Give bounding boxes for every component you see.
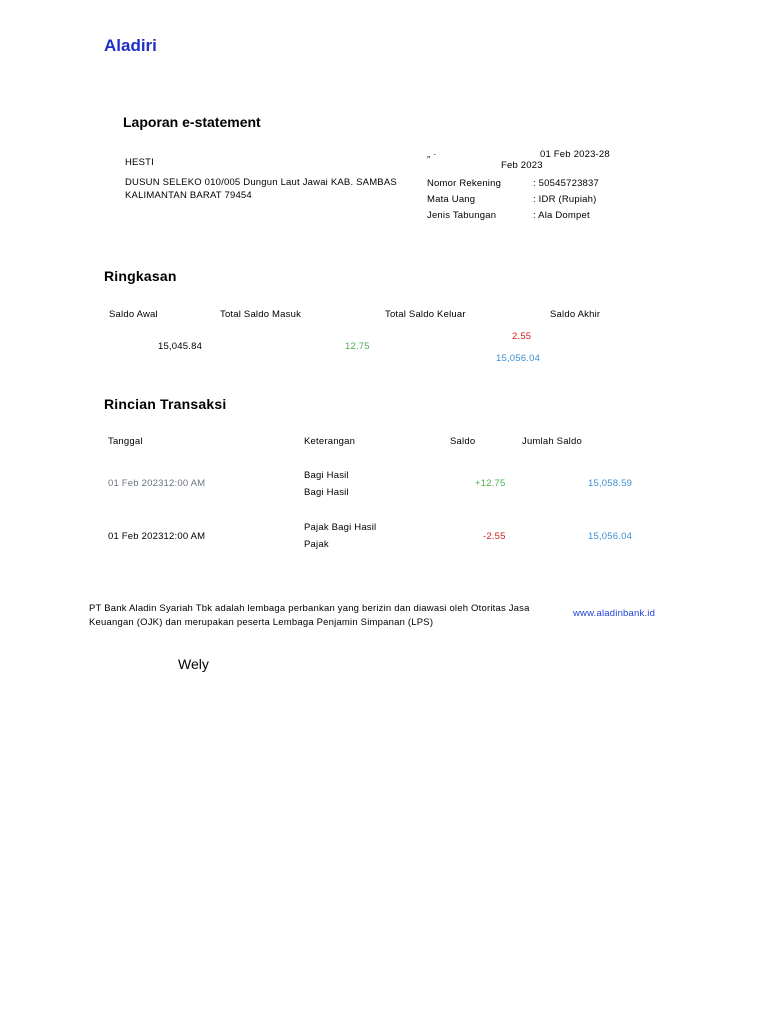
tx-row2-desc1: Pajak Bagi Hasil — [304, 522, 377, 533]
transactions-title: Rincian Transaksi — [104, 396, 227, 412]
tx-row2-amount: -2.55 — [483, 531, 506, 542]
footer-disclaimer-line2: Keuangan (OJK) dan merupakan peserta Lembaga Penjamin Simpanan (LPS) — [89, 617, 434, 628]
summary-total-out: 2.55 — [512, 331, 532, 342]
summary-total-in: 12.75 — [345, 341, 370, 352]
summary-closing-balance: 15,056.04 — [496, 353, 541, 364]
tx-row2-balance: 15,056.04 — [588, 531, 633, 542]
summary-header-closing: Saldo Akhir — [550, 309, 601, 320]
tx-row2-date: 01 Feb 202312:00 AM — [108, 531, 206, 542]
tx-header-date: Tanggal — [108, 436, 143, 447]
tx-row1-amount: +12.75 — [475, 478, 506, 489]
signature-text: Wely — [178, 656, 209, 672]
tx-row1-balance: 15,058.59 — [588, 478, 633, 489]
report-title: Laporan e-statement — [123, 114, 261, 130]
period-marker: „ · — [427, 149, 437, 160]
tx-row2-desc2: Pajak — [304, 539, 329, 550]
summary-header-out: Total Saldo Keluar — [385, 309, 466, 320]
customer-address-line2: KALIMANTAN BARAT 79454 — [125, 190, 252, 201]
website-link[interactable]: www.aladinbank.id — [573, 608, 656, 619]
tx-row1-desc1: Bagi Hasil — [304, 470, 349, 481]
footer-disclaimer-line1: PT Bank Aladin Syariah Tbk adalah lembaga perbankan yang berizin dan diawasi oleh Otoritas Jasa — [89, 603, 530, 614]
currency-value: : IDR (Rupiah) — [533, 194, 597, 205]
account-number-value: : 50545723837 — [533, 178, 599, 189]
customer-name: HESTI — [125, 157, 154, 168]
tx-row1-date: 01 Feb 202312:00 AM — [108, 478, 206, 489]
period-line1: 01 Feb 2023-28 — [540, 149, 610, 160]
tx-header-desc: Keterangan — [304, 436, 356, 447]
summary-title: Ringkasan — [104, 268, 177, 284]
tx-row1-desc2: Bagi Hasil — [304, 487, 349, 498]
tx-header-amount: Saldo — [450, 436, 476, 447]
summary-header-in: Total Saldo Masuk — [220, 309, 302, 320]
summary-header-opening: Saldo Awal — [109, 309, 158, 320]
brand-logo: Aladiri — [104, 36, 157, 55]
tx-header-balance: Jumlah Saldo — [522, 436, 582, 447]
customer-address-line1: DUSUN SELEKO 010/005 Dungun Laut Jawai KAB. SAMBAS — [125, 177, 397, 188]
account-type-value: : Ala Dompet — [533, 210, 590, 221]
currency-label: Mata Uang — [427, 194, 476, 205]
period-line2: Feb 2023 — [501, 160, 543, 171]
account-number-label: Nomor Rekening — [427, 178, 502, 189]
summary-opening-balance: 15,045.84 — [158, 341, 203, 352]
account-type-label: Jenis Tabungan — [427, 210, 497, 221]
